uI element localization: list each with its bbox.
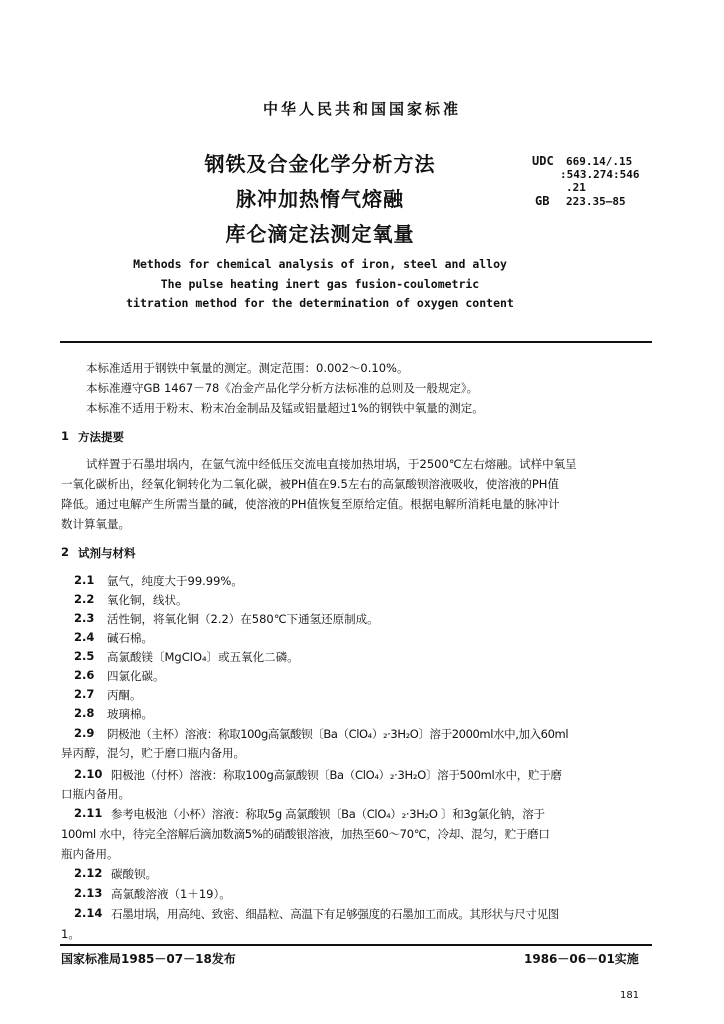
- item-2-10-text: 阳极池（付杯）溶液：称取100g高氯酸钡〔Ba（ClO₄）₂·3H₂O〕溶于500ml水中，贮于磨: [111, 768, 562, 782]
- item-2-8-number: 2.8: [74, 706, 95, 720]
- item-2-11-text: 参考电极池（小杯）溶液：称取5g 高氯酸钡〔Ba（ClO₄）₂·3H₂O 〕和3g氯化钠，溶于: [111, 807, 545, 821]
- item-2-11-continuation: 100ml 水中，待完全溶解后滴加数滴5%的硝酸银溶液，加热至60～70℃，冷却、混匀，贮于磨口: [61, 827, 550, 841]
- intro-line-3: 本标准不适用于粉末、粉末冶金制品及锰或铝量超过1%的钢铁中氧量的测定。: [86, 401, 484, 415]
- udc-value-2: :543.274:546: [560, 168, 640, 181]
- english-title-line-2: The pulse heating inert gas fusion-coulometric: [160, 277, 480, 291]
- udc-value-3: .21: [566, 181, 586, 194]
- item-2-14-text: 石墨坩埚，用高纯、致密、细晶粒、高温下有足够强度的石墨加工而成。其形状与尺寸见图: [111, 907, 559, 921]
- item-2-9-text: 阴极池（主杯）溶液：称取100g高氯酸钡〔Ba（ClO₄）₂·3H₂O〕溶于2000ml水中,加入60ml: [107, 727, 569, 741]
- item-2-10-number: 2.10: [74, 767, 103, 781]
- item-2-6-text: 四氯化碳。: [107, 669, 165, 683]
- item-2-3-text: 活性铜，将氧化铜（2.2）在580℃下通氢还原制成。: [107, 612, 379, 626]
- intro-line-1: 本标准适用于钢铁中氧量的测定。测定范围：0.002～0.10%。: [86, 361, 409, 375]
- item-2-12-text: 碳酸钡。: [111, 867, 157, 881]
- udc-label: UDC: [532, 154, 554, 168]
- item-2-2-number: 2.2: [74, 592, 95, 606]
- issue-date: 国家标准局1985－07－18发布: [61, 952, 236, 966]
- udc-value-1: 669.14/.15: [566, 155, 633, 168]
- page-number: 181: [620, 990, 640, 1001]
- item-2-14-number: 2.14: [74, 906, 103, 920]
- item-2-9-continuation: 异丙醇，混匀，贮于磨口瓶内备用。: [61, 746, 245, 760]
- item-2-9-number: 2.9: [74, 726, 95, 740]
- gb-label: GB: [535, 194, 550, 208]
- section-1-line-1: 试样置于石墨坩埚内，在氩气流中经低压交流电直接加热坩埚，于2500℃左右熔融。试样中氧呈: [86, 457, 577, 471]
- item-2-6-number: 2.6: [74, 668, 95, 682]
- item-2-13-text: 高氯酸溶液（1＋19）。: [111, 887, 231, 901]
- item-2-7-text: 丙酮。: [107, 688, 142, 702]
- item-2-2-text: 氧化铜，线状。: [107, 593, 188, 607]
- item-2-5-number: 2.5: [74, 649, 95, 663]
- title-line-3: 库仑滴定法测定氧量: [225, 222, 415, 246]
- section-1-heading: 方法提要: [78, 430, 124, 444]
- gb-value: 223.35—85: [566, 195, 626, 208]
- effective-date: 1986－06－01实施: [524, 952, 639, 966]
- section-2-number: 2: [61, 545, 70, 559]
- item-2-7-number: 2.7: [74, 687, 95, 701]
- item-2-13-number: 2.13: [74, 886, 103, 900]
- item-2-5-text: 高氯酸镁〔MgClO₄〕或五氧化二磷。: [107, 650, 299, 664]
- section-1-line-4: 数计算氧量。: [61, 517, 130, 531]
- intro-line-2: 本标准遵守GB 1467－78《冶金产品化学分析方法标准的总则及一般规定》。: [86, 381, 479, 395]
- item-2-14-continuation: 1。: [61, 927, 80, 941]
- bottom-divider: [60, 944, 652, 946]
- item-2-4-text: 碱石棉。: [107, 631, 153, 645]
- english-title-line-3: titration method for the determination of oxygen content: [126, 296, 514, 310]
- item-2-1-number: 2.1: [74, 573, 95, 587]
- item-2-10-continuation: 口瓶内备用。: [61, 787, 130, 801]
- item-2-1-text: 氩气，纯度大于99.99%。: [107, 574, 243, 588]
- title-line-1: 钢铁及合金化学分析方法: [204, 152, 436, 176]
- english-title-line-1: Methods for chemical analysis of iron, steel and alloy: [133, 257, 507, 271]
- item-2-3-number: 2.3: [74, 611, 95, 625]
- item-2-11-continuation-2: 瓶内备用。: [61, 847, 119, 861]
- section-2-heading: 试剂与材料: [78, 546, 136, 560]
- title-line-2: 脉冲加热惰气熔融: [236, 187, 404, 211]
- top-divider: [60, 341, 652, 343]
- section-1-number: 1: [61, 429, 70, 443]
- section-1-line-3: 降低。通过电解产生所需当量的碱，使溶液的PH值恢复至原给定值。根据电解所消耗电量的脉冲计: [61, 497, 560, 511]
- item-2-12-number: 2.12: [74, 866, 103, 880]
- item-2-4-number: 2.4: [74, 630, 95, 644]
- section-1-line-2: 一氧化碳析出，经氧化铜转化为二氧化碳，被PH值在9.5左右的高氯酸钡溶液吸收，使溶液的PH值: [61, 477, 559, 491]
- item-2-11-number: 2.11: [74, 806, 103, 820]
- standard-header: 中华人民共和国国家标准: [262, 100, 461, 118]
- item-2-8-text: 玻璃棉。: [107, 707, 153, 721]
